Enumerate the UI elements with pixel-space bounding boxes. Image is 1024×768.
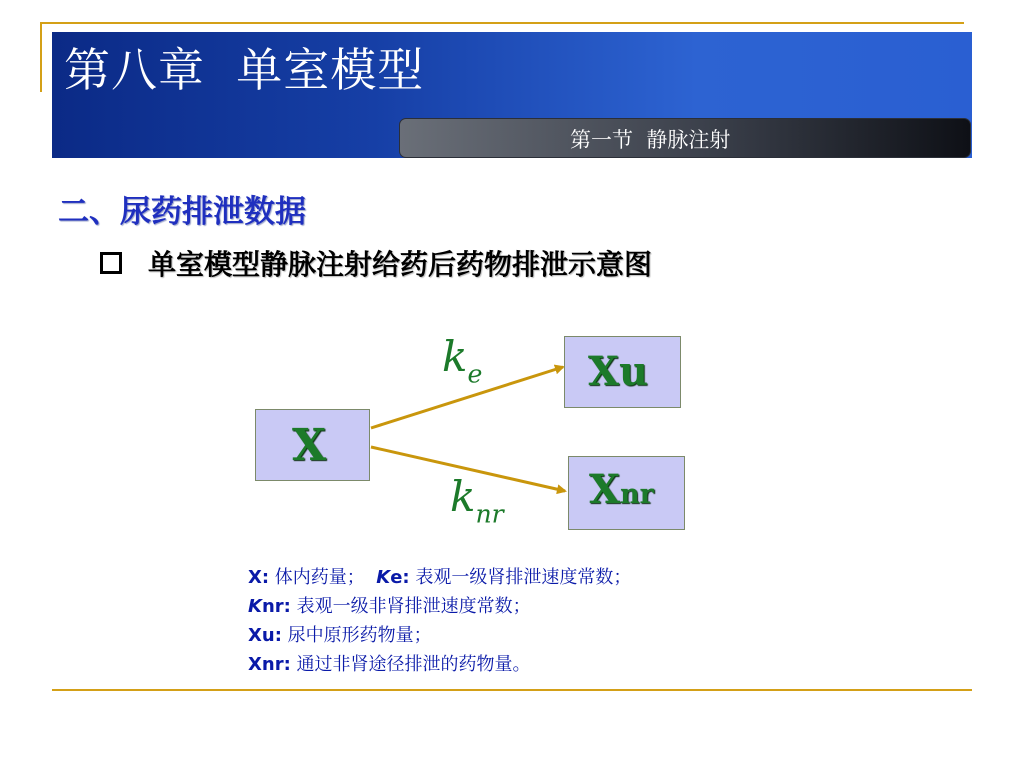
node-x-label: X (292, 420, 327, 471)
node-xu-label: Xu (588, 348, 649, 395)
bottom-gold-rule (52, 689, 972, 691)
legend-key-xnr: Xnr: (248, 654, 291, 675)
legend-line-3 (248, 621, 631, 650)
legend-line-2 (248, 592, 631, 621)
legend-value-ke: 表观一级肾排泄速度常数； (409, 567, 632, 588)
node-xnr-base: X (589, 466, 621, 513)
bullet-text: 单室模型静脉注射给药后药物排泄示意图 (148, 248, 653, 281)
rate-knr-sub: nr (475, 499, 504, 529)
node-xnr-label (589, 466, 654, 513)
legend-value-xnr: 通过非肾途径排泄的药物量。 (290, 654, 531, 675)
legend-line-4 (248, 650, 631, 679)
legend-value-knr: 表观一级非肾排泄速度常数； (290, 596, 531, 617)
rate-knr-base: k (450, 472, 476, 521)
section-heading: 二、尿药排泄数据 (58, 194, 306, 230)
rate-ke-sub: e (467, 359, 483, 389)
chapter-title: 第八章 单室模型 (64, 43, 425, 97)
rate-ke-base: k (442, 332, 468, 381)
legend-key-xu: Xu: (248, 625, 282, 646)
node-xnr-sub: nr (620, 479, 654, 510)
legend-key-ke: e: (390, 567, 410, 588)
legend-key-knr: nr: (261, 596, 291, 617)
legend-key-knr-italic: K (248, 596, 262, 617)
legend-key-ke-italic: K (376, 567, 391, 588)
section-label: 第一节 静脉注射 (570, 128, 731, 152)
legend-value-x: 体内药量； (269, 567, 377, 588)
legend-key-x: X: (248, 567, 270, 588)
rate-ke (442, 332, 482, 388)
legend-value-xu: 尿中原形药物量； (281, 625, 432, 646)
legend (248, 563, 631, 679)
rate-knr (450, 472, 504, 528)
legend-line-1 (248, 563, 631, 592)
